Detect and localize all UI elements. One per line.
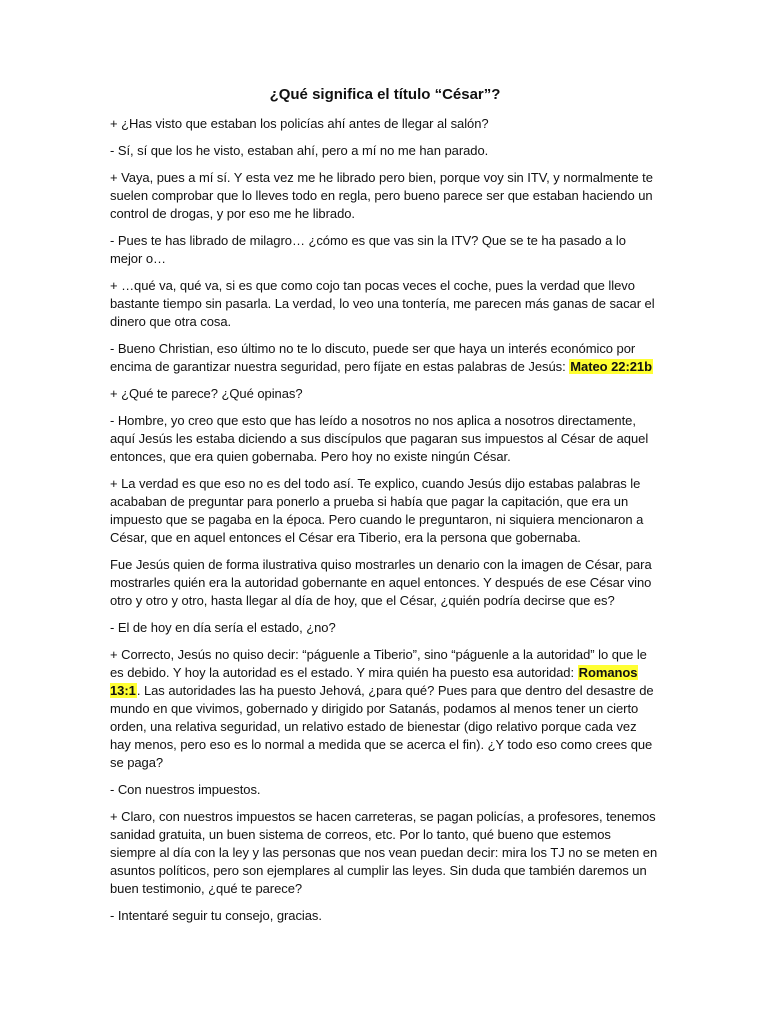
dialogue-paragraph [110, 907, 658, 925]
dialogue-paragraph [110, 475, 658, 547]
dialogue-paragraph [110, 232, 658, 268]
scripture-reference: Romanos 13:1 [110, 665, 638, 698]
dialogue-paragraph [110, 340, 658, 376]
paragraph-text: + Correcto, Jesús no quiso decir: “páguenle a Tiberio”, sino “páguenle a la autoridad” lo que le es debido. Y hoy la autoridad es el estado. Y mira quién ha puesto esa autoridad: [110, 647, 647, 680]
dialogue-paragraph [110, 808, 658, 898]
paragraph-text: + La verdad es que eso no es del todo así. Te explico, cuando Jesús dijo estabas palabras le acababan de preguntar para ponerlo a prueba si había que pagar la capitación, que era un impuesto que se pagaba en la época. Pero cuando le preguntaron, ni siquiera mencionaron a César, que en aquel entonces el César era Tiberio, era la persona que gobernaba. [110, 476, 644, 545]
scripture-reference: Mateo 22:21b [570, 359, 652, 374]
paragraph-text: + Claro, con nuestros impuestos se hacen carreteras, se pagan policías, a profesores, tenemos sanidad gratuita, un buen sistema de correos, etc. Por lo tanto, qué bueno que estemos siempre al día con la ley y las personas que nos vean puedan decir: mira los TJ no se meten en asuntos políticos, pero son ejemplares al cumplir las leyes. Sin duda que también daremos un buen testimonio, ¿qué te parece? [110, 809, 658, 896]
dialogue-paragraph [110, 619, 658, 637]
paragraph-text: - Pues te has librado de milagro… ¿cómo es que vas sin la ITV? Que se te ha pasado a lo mejor o… [110, 233, 626, 266]
dialogue-paragraph [110, 115, 658, 133]
paragraph-text: - Sí, sí que los he visto, estaban ahí, pero a mí no me han parado. [110, 143, 489, 158]
dialogue-paragraph [110, 277, 658, 331]
document-page [110, 86, 658, 934]
paragraph-text: + ¿Has visto que estaban los policías ahí antes de llegar al salón? [110, 116, 489, 131]
dialogue-paragraph [110, 781, 658, 799]
paragraph-text: - El de hoy en día sería el estado, ¿no? [110, 620, 336, 635]
paragraph-text: - Hombre, yo creo que esto que has leído a nosotros no nos aplica a nosotros directamente, aquí Jesús les estaba diciendo a sus discípulos que pagaran sus impuestos al César de aquel entonces, que era quien gobernaba. Pero hoy no existe ningún César. [110, 413, 649, 464]
paragraph-text: + ¿Qué te parece? ¿Qué opinas? [110, 386, 303, 401]
paragraph-text: + …qué va, qué va, si es que como cojo tan pocas veces el coche, pues la verdad que llevo bastante tiempo sin pasarla. La verdad, lo veo una tontería, me parecen más ganas de sacar el dinero que otra cosa. [110, 278, 655, 329]
dialogue-paragraph [110, 646, 658, 772]
paragraph-text: - Bueno Christian, eso último no te lo discuto, puede ser que haya un interés económico por encima de garantizar nuestra seguridad, pero fíjate en estas palabras de Jesús: [110, 341, 636, 374]
paragraph-text: + Vaya, pues a mí sí. Y esta vez me he librado pero bien, porque voy sin ITV, y normalmente te suelen comprobar que lo lleves todo en regla, pero bueno parece ser que estaban haciendo un control de drogas, y por eso me he librado. [110, 170, 653, 221]
paragraph-text: . Las autoridades las ha puesto Jehová, ¿para qué? Pues para que dentro del desastre de mundo en que vivimos, gobernado y dirigido por Satanás, podamos al menos tener un cierto orden, una relativa seguridad, un relativo estado de bienestar (digo relativo porque cada vez hay menos, pero eso es lo normal a medida que se acerca el fin). ¿Y todo eso como crees que se paga? [110, 683, 654, 770]
document-body [110, 115, 658, 925]
dialogue-paragraph [110, 412, 658, 466]
dialogue-paragraph [110, 169, 658, 223]
paragraph-text: - Intentaré seguir tu consejo, gracias. [110, 908, 322, 923]
page-title: ¿Qué significa el título “César”? [269, 86, 501, 103]
dialogue-paragraph [110, 385, 658, 403]
dialogue-paragraph [110, 142, 658, 160]
paragraph-text: Fue Jesús quien de forma ilustrativa quiso mostrarles un denario con la imagen de César, para mostrarles quién era la autoridad gobernante en aquel entonces. Y después de ese César vino otro y otro y otro, hasta llegar al día de hoy, que el César, ¿quién podría decirse que es? [110, 557, 652, 608]
dialogue-paragraph [110, 556, 658, 610]
paragraph-text: - Con nuestros impuestos. [110, 782, 261, 797]
